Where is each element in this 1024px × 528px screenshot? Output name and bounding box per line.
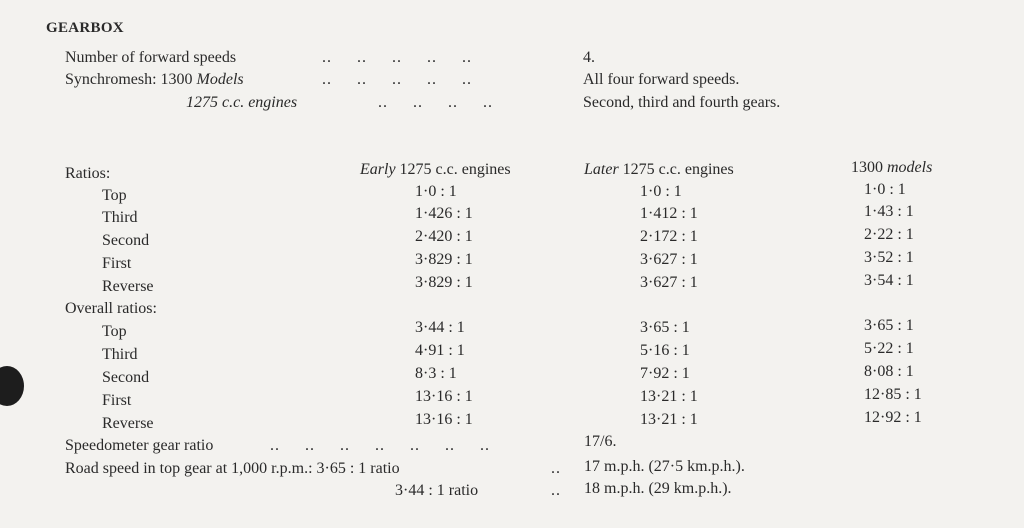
ratio-early: 2·420 : 1 <box>415 228 473 245</box>
ratio-gear: Reverse <box>102 278 154 295</box>
overall-early: 4·91 : 1 <box>415 342 465 359</box>
col-header-1300 <box>851 158 932 178</box>
speedometer-value: 17/6. <box>584 433 617 450</box>
ratio-1300: 1·0 : 1 <box>864 181 906 198</box>
overall-early: 13·16 : 1 <box>415 388 473 405</box>
overall-1300: 12·92 : 1 <box>864 409 922 426</box>
punch-hole <box>0 366 24 406</box>
ratio-gear: First <box>102 255 132 272</box>
synchromesh-sub-label: 1275 c.c. engines <box>186 94 298 111</box>
ratio-early: 1·0 : 1 <box>415 183 457 200</box>
overall-ratios-label: Overall ratios: <box>65 300 157 317</box>
overall-early: 3·44 : 1 <box>415 319 465 336</box>
road-speed-dots-1: .. <box>551 460 561 477</box>
overall-early: 8·3 : 1 <box>415 365 457 382</box>
col-header-early-rest: 1275 c.c. engines <box>395 161 511 178</box>
ratio-later: 1·0 : 1 <box>640 183 682 200</box>
ratios-label: Ratios: <box>65 165 111 182</box>
road-speed-dots-2: .. <box>551 482 561 499</box>
ratio-early: 3·829 : 1 <box>415 251 473 268</box>
overall-later: 3·65 : 1 <box>640 319 690 336</box>
ratio-later: 3·627 : 1 <box>640 251 698 268</box>
overall-gear: Third <box>102 346 138 363</box>
col-header-later-pre: Later <box>584 161 619 178</box>
overall-1300: 5·22 : 1 <box>864 340 914 357</box>
col-header-early <box>360 160 511 180</box>
col-header-1300-pre: 1300 <box>851 159 887 176</box>
overall-1300: 3·65 : 1 <box>864 317 914 334</box>
ratio-gear: Third <box>102 209 138 226</box>
overall-1300: 12·85 : 1 <box>864 386 922 403</box>
synchromesh-dots-2: .. .. .. .. <box>378 94 493 111</box>
speedometer-label: Speedometer gear ratio <box>65 437 214 454</box>
synchromesh-value-2: Second, third and fourth gears. <box>583 94 781 111</box>
synchromesh-label-model: Models <box>196 71 244 88</box>
section-title: GEARBOX <box>46 20 124 36</box>
road-speed-value-2: 18 m.p.h. (29 km.p.h.). <box>584 480 732 497</box>
col-header-later <box>584 160 734 180</box>
ratio-1300: 1·43 : 1 <box>864 203 914 220</box>
col-header-early-pre: Early <box>360 161 396 178</box>
overall-later: 7·92 : 1 <box>640 365 690 382</box>
ratio-later: 1·412 : 1 <box>640 205 698 222</box>
forward-speeds-label: Number of forward speeds <box>65 49 237 66</box>
overall-gear: Reverse <box>102 415 154 432</box>
synchromesh-label-text: Synchromesh: 1300 <box>65 71 197 88</box>
ratio-gear: Top <box>102 187 127 204</box>
ratio-early: 1·426 : 1 <box>415 205 473 222</box>
ratio-early: 3·829 : 1 <box>415 274 473 291</box>
ratio-1300: 2·22 : 1 <box>864 226 914 243</box>
ratio-gear: Second <box>102 232 150 249</box>
col-header-1300-rest: models <box>887 159 933 176</box>
ratio-1300: 3·54 : 1 <box>864 272 914 289</box>
ratio-1300: 3·52 : 1 <box>864 249 914 266</box>
synchromesh-value-1: All four forward speeds. <box>583 71 740 88</box>
overall-gear: Second <box>102 369 150 386</box>
forward-speeds-value: 4. <box>583 49 595 66</box>
overall-later: 5·16 : 1 <box>640 342 690 359</box>
road-speed-label: Road speed in top gear at 1,000 r.p.m.: 3·65 : 1 ratio <box>65 460 400 477</box>
overall-gear: First <box>102 392 132 409</box>
speedometer-dots: .. .. .. .. .. .. .. <box>270 437 490 454</box>
overall-early: 13·16 : 1 <box>415 411 473 428</box>
ratio-later: 2·172 : 1 <box>640 228 698 245</box>
overall-1300: 8·08 : 1 <box>864 363 914 380</box>
ratio-later: 3·627 : 1 <box>640 274 698 291</box>
synchromesh-label <box>65 70 244 90</box>
overall-later: 13·21 : 1 <box>640 388 698 405</box>
col-header-later-rest: 1275 c.c. engines <box>618 161 734 178</box>
road-speed-value-1: 17 m.p.h. (27·5 km.p.h.). <box>584 458 745 475</box>
road-speed-label-2: 3·44 : 1 ratio <box>395 482 479 499</box>
forward-speeds-dots: .. .. .. .. .. <box>322 49 472 66</box>
synchromesh-dots-1: .. .. .. .. .. <box>322 71 472 88</box>
overall-later: 13·21 : 1 <box>640 411 698 428</box>
overall-gear: Top <box>102 323 127 340</box>
